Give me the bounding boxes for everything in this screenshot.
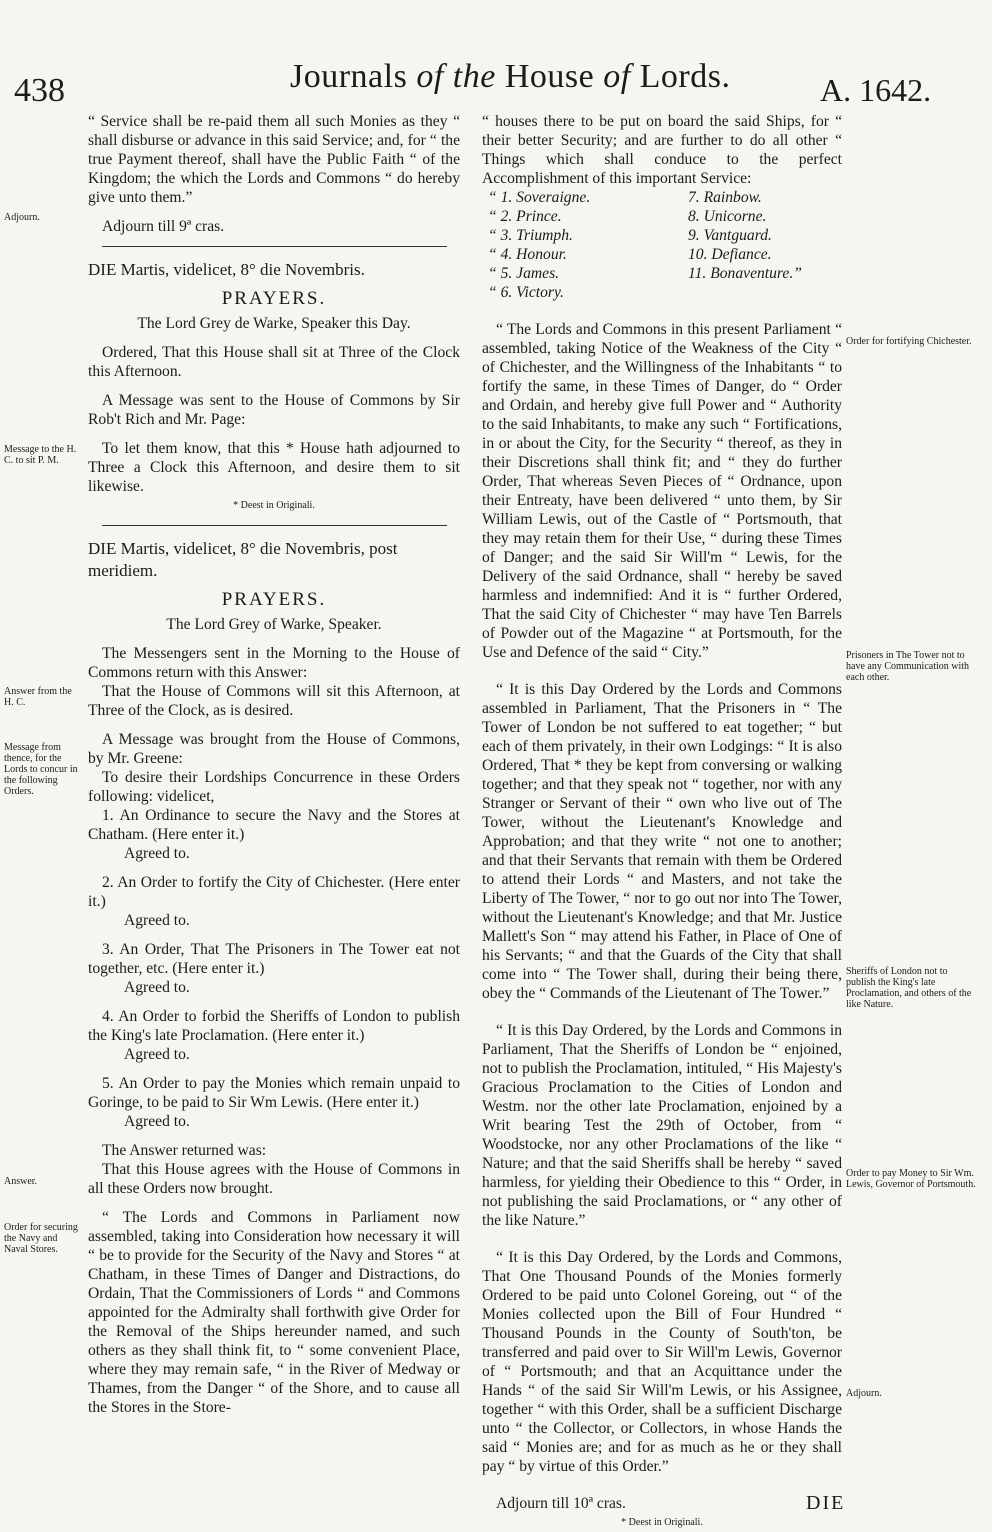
title-word-3: House [504, 58, 595, 95]
margin-note-message-hc: Message to the H. C. to sit P. M. [4, 444, 77, 466]
left-column [88, 112, 460, 1417]
margin-note-adjourn-right: Adjourn. [846, 1388, 882, 1399]
section-rule-2 [102, 525, 447, 526]
chichester-order: “ The Lords and Commons in this present Parliament “ assembled, taking Notice of the Weakness of the City “ of Chichester, and the Willingness of the Inhabitants “ to fortify the same, in these Times of Danger, do “ Order and Ordain, and hereby give full Power and “ Authority to the said Inhabitants, to make any such “ Fortifications, in or about the City, for the Security “ thereof, as they in their Discretions shall think fit; and “ they do further Order, That whereas Seven Pieces of “ Ordnance, upon their Entreaty, have been delivered “ unto them, by Sir William Lewis, out of the Castle of “ Portsmouth, that they may retain them for their Use, “ during these Times of Danger; and the said Sir Will'm “ Lewis, for the Delivery of the said Ordnance, shall “ hereby be saved harmless and indemnified: And it is “ further Ordered, That the said City of Chichester “ may have Ten Barrels of Powder out of the Magazine “ at Portsmouth, for the Use and Defence of the said “ City.” [482, 321, 842, 661]
margin-note-adjourn: Adjourn. [4, 212, 40, 223]
right-column [482, 112, 842, 1532]
ship-list [482, 188, 842, 302]
page-year: A. 1642. [820, 72, 932, 108]
ship-item: 8. Unicorne. [688, 208, 767, 225]
order-item-2: 2. An Order to fortify the City of Chichester. (Here enter it.) [88, 874, 460, 910]
ship-item: “ 1. Soveraigne. [488, 189, 591, 206]
prayers-heading-2: PRAYERS. [221, 589, 327, 610]
answer-text: That this House agrees with the House of Commons in all these Orders now brought. [88, 1161, 460, 1197]
ship-item: 10. Defiance. [688, 246, 772, 263]
ship-item: 9. Vantguard. [688, 227, 772, 244]
ordered-sit-three: Ordered, That this House shall sit at Three of the Clock this Afternoon. [88, 344, 460, 380]
agreed-5: Agreed to. [124, 1113, 190, 1130]
margin-note-chichester: Order for fortifying Chichester. [846, 336, 972, 347]
commons-will-sit: That the House of Commons will sit this Afternoon, at Three of the Clock, as is desired. [88, 683, 460, 719]
adjourn-line-1: Adjourn till 9ª cras. [102, 218, 225, 235]
speaker-line-2: The Lord Grey of Warke, Speaker. [166, 616, 382, 633]
die-heading-2: DIE Martis, videlicet, 8° die Novembris, post meridiem. [88, 539, 398, 580]
ship-item: “ 2. Prince. [488, 208, 562, 225]
navy-order-text: “ The Lords and Commons in Parliament now assembled, taking into Consideration how necessary it will “ be to provide for the Security of the Navy and Stores “ at Chatham, in these Times of Danger and Distractions, do Ordain, That the Commissioners of Lords “ and Commons appointed for the Admiralty shall forthwith give Order for the Removal of the Ships hereunder named, and such others as they shall think fit, to “ some convenient Place, where they may remain safe, “ in the River of Medway or Thames, from the Danger “ of the Shore, and to cause all the Stores in the Store- [88, 1209, 460, 1416]
concurrence-request: To desire their Lordships Concurrence in these Orders following: videlicet, [88, 769, 460, 805]
messengers-return: The Messengers sent in the Morning to the House of Commons return with this Answer: [88, 645, 460, 681]
agreed-3: Agreed to. [124, 979, 190, 996]
left-para-continued: “ Service shall be re-paid them all such Monies as they “ shall disburse or advance in this said Service; and, for “ the true Payment thereof, shall have the Public Faith “ of the Kingdom; the which the Lords and Commons “ do hereby give unto them.” [88, 113, 460, 206]
prayers-heading-1: PRAYERS. [221, 288, 327, 309]
order-item-3: 3. An Order, That The Prisoners in The Tower eat not together, etc. (Here enter it.) [88, 941, 460, 977]
running-title [290, 58, 730, 96]
margin-note-message-thence: Message from thence, for the Lords to concur in the following Orders. [4, 742, 78, 797]
ship-item: “ 5. James. [488, 265, 560, 282]
margin-note-answer-hc: Answer from the H. C. [4, 686, 72, 708]
ship-item: 7. Rainbow. [688, 189, 762, 206]
lewis-order: “ It is this Day Ordered, by the Lords and Commons, That One Thousand Pounds of the Monies formerly Ordered to be paid unto Colonel Goreing, out “ of the Monies collected upon the Bill of Four Hundred “ Thousand Pounds in the County of South'ton, be transferred and paid over to Sir Will'm Lewis, Governor of “ Portsmouth; and that an Acquittance under the Hands “ of the said Sir Will'm Lewis, or his Assignee, together “ with this Order, shall be a sufficient Discharge unto “ the Collector, or Collectors, in whose Hands the said “ Monies are; and for as much as he or they shall pay “ by virtue of this Order.” [482, 1249, 842, 1475]
message-sent-commons: A Message was sent to the House of Commons by Sir Rob't Rich and Mr. Page: [88, 392, 460, 428]
catchword: DIE [806, 1492, 846, 1514]
margin-note-lewis: Order to pay Money to Sir Wm. Lewis, Governor of Portsmouth. [846, 1168, 976, 1190]
agreed-2: Agreed to. [124, 912, 190, 929]
order-item-4: 4. An Order to forbid the Sheriffs of London to publish the King's late Proclamation. (Here enter it.) [88, 1008, 460, 1044]
margin-note-prisoners: Prisoners in The Tower not to have any Communication with each other. [846, 650, 970, 683]
agreed-1: Agreed to. [124, 845, 190, 862]
tower-order: “ It is this Day Ordered by the Lords and Commons assembled in Parliament, That the Prisoners in “ The Tower of London be not suffered to eat together; “ but each of them privately, in their own Lodgings: “ It is also Ordered, That * they be kept from conversing or walking together; and that they speak not “ together, nor with any Stranger or Servant of their “ own who live out of The Tower, without the Lieutenant's Knowledge and Approbation; and that they write “ not one to another; and that their Servants that remain with them be Ordered to attend their Lords “ and Masters, and not take the Liberty of The Tower, “ nor to go out nor into The Tower, without the Lieutenant's Knowledge; and that Mr. Justice Mallett's Son “ may attend his Father, in Place of One of his Servants; “ and that the Guards of the City that shall come into “ The Tower shall, during their being there, obey the “ Commands of the Lieutenant of The Tower.” [482, 681, 842, 1002]
ship-item: “ 3. Triumph. [488, 227, 573, 244]
adjourn-line-2: Adjourn till 10ª cras. [496, 1495, 626, 1512]
footnote-2: * Deest in Originali. [621, 1517, 703, 1528]
margin-note-answer: Answer. [4, 1176, 38, 1187]
title-word-2: of the [416, 58, 496, 95]
title-word-4: of [603, 58, 631, 95]
ship-item: 11. Bonaventure.” [688, 265, 802, 282]
message-content: To let them know, that this * House hath adjourned to Three a Clock this Afternoon, and desire them to sit likewise. [88, 440, 460, 495]
margin-note-sheriffs: Sheriffs of London not to publish the King's late Proclamation, and others of the like Nature. [846, 966, 972, 1010]
die-heading-1: DIE Martis, videlicet, 8° die Novembris. [88, 260, 365, 279]
ship-item [688, 283, 868, 302]
answer-returned: The Answer returned was: [102, 1142, 267, 1159]
margin-note-navy: Order for securing the Navy and Naval Stores. [4, 1222, 78, 1255]
title-word-1: Journals [290, 58, 408, 95]
ship-item: “ 4. Honour. [488, 246, 567, 263]
order-item-1: 1. An Ordinance to secure the Navy and the Stores at Chatham. (Here enter it.) [88, 807, 460, 843]
sheriffs-order: “ It is this Day Ordered, by the Lords and Commons in Parliament, That the Sheriffs of London be “ enjoined, not to publish the Proclamation, intituled, “ His Majesty's Gracious Proclamation to the Cities of London and Westm. nor the other late Proclamation, enjoined by a Writ bearing Test the 29th of October, from “ Woodstocke, nor any other Proclamations of the like “ Nature; and that the said Sheriffs shall be hereby “ saved harmless, for yielding their Obedience to this “ Order, in not publishing the said Proclamations, or “ any other of the like Nature.” [482, 1022, 842, 1229]
footnote-1: * Deest in Originali. [233, 500, 315, 511]
message-brought: A Message was brought from the House of Commons, by Mr. Greene: [88, 731, 460, 767]
section-rule-1 [102, 246, 447, 247]
right-para-continued: “ houses there to be put on board the said Ships, for “ their better Security; and are further to do all other “ Things which shall conduce to the perfect Accomplishment of this important Service: [482, 113, 842, 187]
page-number: 438 [14, 72, 65, 109]
agreed-4: Agreed to. [124, 1046, 190, 1063]
ship-item: “ 6. Victory. [488, 284, 564, 301]
order-item-5: 5. An Order to pay the Monies which remain unpaid to Goringe, to be paid to Sir Wm Lewis. (Here enter it.) [88, 1075, 460, 1111]
speaker-line-1: The Lord Grey de Warke, Speaker this Day. [137, 315, 411, 332]
title-word-5: Lords. [639, 58, 731, 95]
